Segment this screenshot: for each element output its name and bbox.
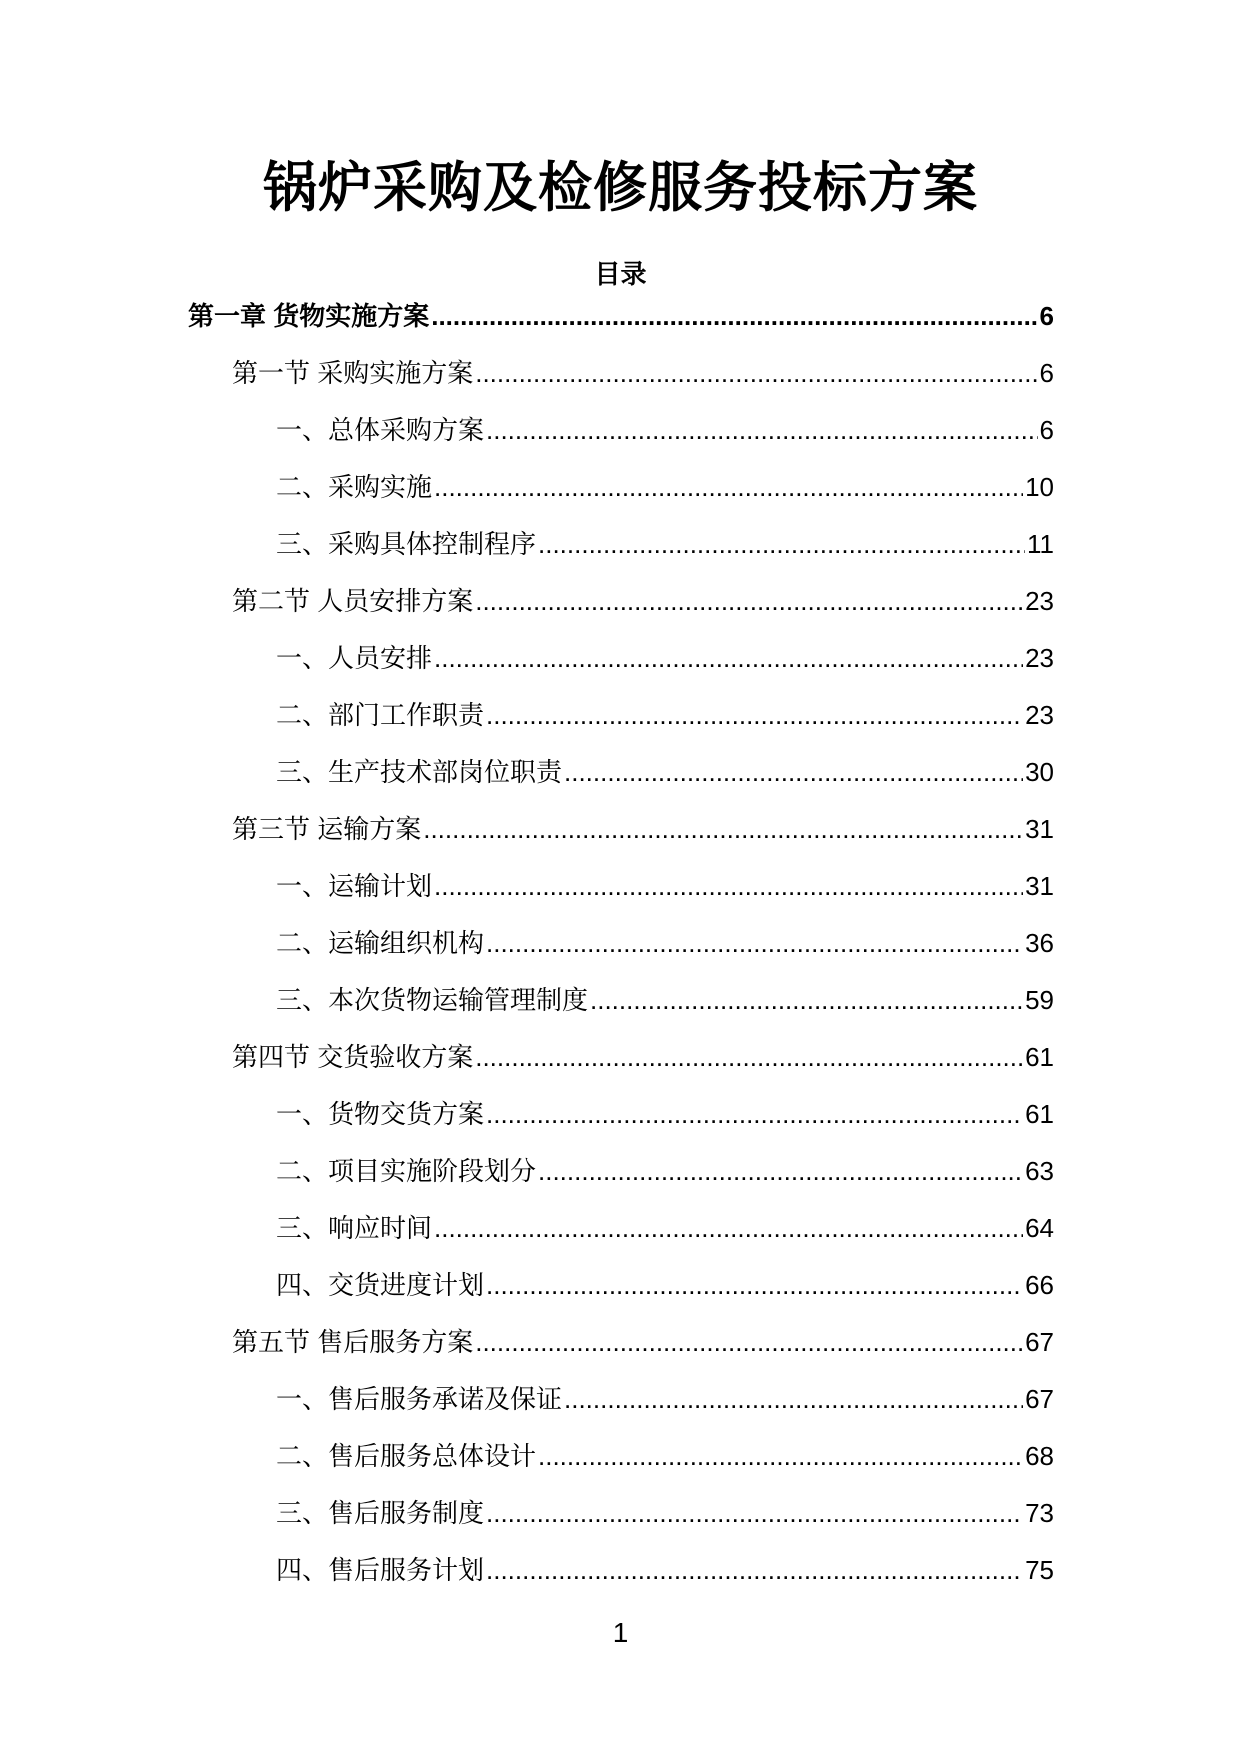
toc-leader-dots [486,923,1023,963]
toc-entry[interactable] [188,296,1054,336]
toc-leader-dots [538,524,1025,564]
toc-entry-label: 第四节 交货验收方案 [232,1042,474,1072]
toc-entry-label: 第二节 人员安排方案 [232,586,474,616]
toc-leader-dots [486,1265,1023,1305]
toc-entry-label: 四、交货进度计划 [276,1270,485,1300]
toc-entry-label: 二、运输组织机构 [276,928,485,958]
toc-entry-page: 31 [1025,814,1054,844]
toc-entry[interactable] [276,980,1054,1020]
toc-entry-page: 67 [1025,1384,1054,1414]
toc-entry[interactable] [276,1208,1054,1248]
page-number: 1 [612,1617,629,1648]
toc-entry-page: 6 [1039,415,1054,445]
toc-entry-label: 一、运输计划 [276,871,433,901]
toc-entry[interactable] [276,1436,1054,1476]
toc-leader-dots [431,296,1037,336]
toc-entry-label: 二、采购实施 [276,472,433,502]
toc-leader-dots [434,467,1023,507]
toc-leader-dots [434,1208,1023,1248]
toc-entry-label: 二、售后服务总体设计 [276,1441,537,1471]
toc-leader-dots [434,866,1023,906]
toc-entry-page: 23 [1025,700,1054,730]
toc-entry[interactable] [232,1037,1054,1077]
toc-entry-page: 36 [1025,928,1054,958]
toc-entry-label: 三、响应时间 [276,1213,433,1243]
toc-entry-label: 三、采购具体控制程序 [276,529,537,559]
toc-entry-page: 63 [1025,1156,1054,1186]
toc-entry-page: 11 [1027,529,1054,559]
toc-entry-page: 64 [1025,1213,1054,1243]
toc-entry-page: 61 [1025,1099,1054,1129]
toc-entry[interactable] [276,1151,1054,1191]
toc-entry-page: 73 [1025,1498,1054,1528]
toc-leader-dots [486,1094,1023,1134]
toc-leader-dots [486,695,1023,735]
toc-entry-label: 二、项目实施阶段划分 [276,1156,537,1186]
toc-leader-dots [486,1550,1023,1590]
toc-entry-page: 6 [1039,301,1054,331]
toc-leader-dots [475,353,1037,393]
toc-entry-label: 三、售后服务制度 [276,1498,485,1528]
toc-entry[interactable] [276,1094,1054,1134]
toc-entry-page: 66 [1025,1270,1054,1300]
toc-entry[interactable] [276,410,1054,450]
toc-entry-label: 三、本次货物运输管理制度 [276,985,589,1015]
toc-leader-dots [486,410,1038,450]
toc-entry-label: 第一章 货物实施方案 [188,301,430,331]
toc-entry-page: 10 [1025,472,1054,502]
toc-leader-dots [434,638,1023,678]
toc-entry-page: 23 [1025,586,1054,616]
toc-leader-dots [590,980,1023,1020]
toc-entry[interactable] [276,752,1054,792]
toc-entry[interactable] [232,581,1054,621]
toc-entry-page: 23 [1025,643,1054,673]
toc-entry[interactable] [276,1265,1054,1305]
toc-entry-page: 31 [1025,871,1054,901]
toc-leader-dots [423,809,1023,849]
toc-entry[interactable] [276,923,1054,963]
toc-entry[interactable] [276,695,1054,735]
toc-entry-label: 第一节 采购实施方案 [232,358,474,388]
toc-entry-label: 一、总体采购方案 [276,415,485,445]
toc-entry-page: 67 [1025,1327,1054,1357]
toc-leader-dots [486,1493,1023,1533]
toc-entry-page: 68 [1025,1441,1054,1471]
toc-leader-dots [475,581,1023,621]
document-title: 锅炉采购及检修服务投标方案 [263,158,978,218]
toc-leader-dots [538,1436,1023,1476]
toc-entry[interactable] [276,1550,1054,1590]
toc-entry-label: 二、部门工作职责 [276,700,485,730]
toc-entry-label: 第三节 运输方案 [232,814,422,844]
toc-entry[interactable] [276,638,1054,678]
toc-entry-label: 四、售后服务计划 [276,1555,485,1585]
toc-leader-dots [564,752,1023,792]
toc-entry-label: 一、售后服务承诺及保证 [276,1384,563,1414]
toc-entry[interactable] [276,1379,1054,1419]
toc-entry[interactable] [276,1493,1054,1533]
toc-entry-page: 61 [1025,1042,1054,1072]
toc-entry[interactable] [232,1322,1054,1362]
toc-entry[interactable] [276,467,1054,507]
toc-entry-page: 30 [1025,757,1054,787]
toc-leader-dots [475,1322,1023,1362]
toc-entry[interactable] [232,809,1054,849]
toc-entry-page: 6 [1039,358,1054,388]
toc-entry-label: 一、人员安排 [276,643,433,673]
toc-entry-label: 一、货物交货方案 [276,1099,485,1129]
toc-leader-dots [475,1037,1023,1077]
toc-entry[interactable] [276,866,1054,906]
toc-leader-dots [538,1151,1023,1191]
toc-entry-label: 第五节 售后服务方案 [232,1327,474,1357]
toc-entry[interactable] [232,353,1054,393]
toc-heading: 目录 [594,259,647,289]
toc-entry-page: 59 [1025,985,1054,1015]
toc-entry[interactable] [276,524,1054,564]
toc-entry-label: 三、生产技术部岗位职责 [276,757,563,787]
toc-entry-page: 75 [1025,1555,1054,1585]
toc-leader-dots [564,1379,1023,1419]
